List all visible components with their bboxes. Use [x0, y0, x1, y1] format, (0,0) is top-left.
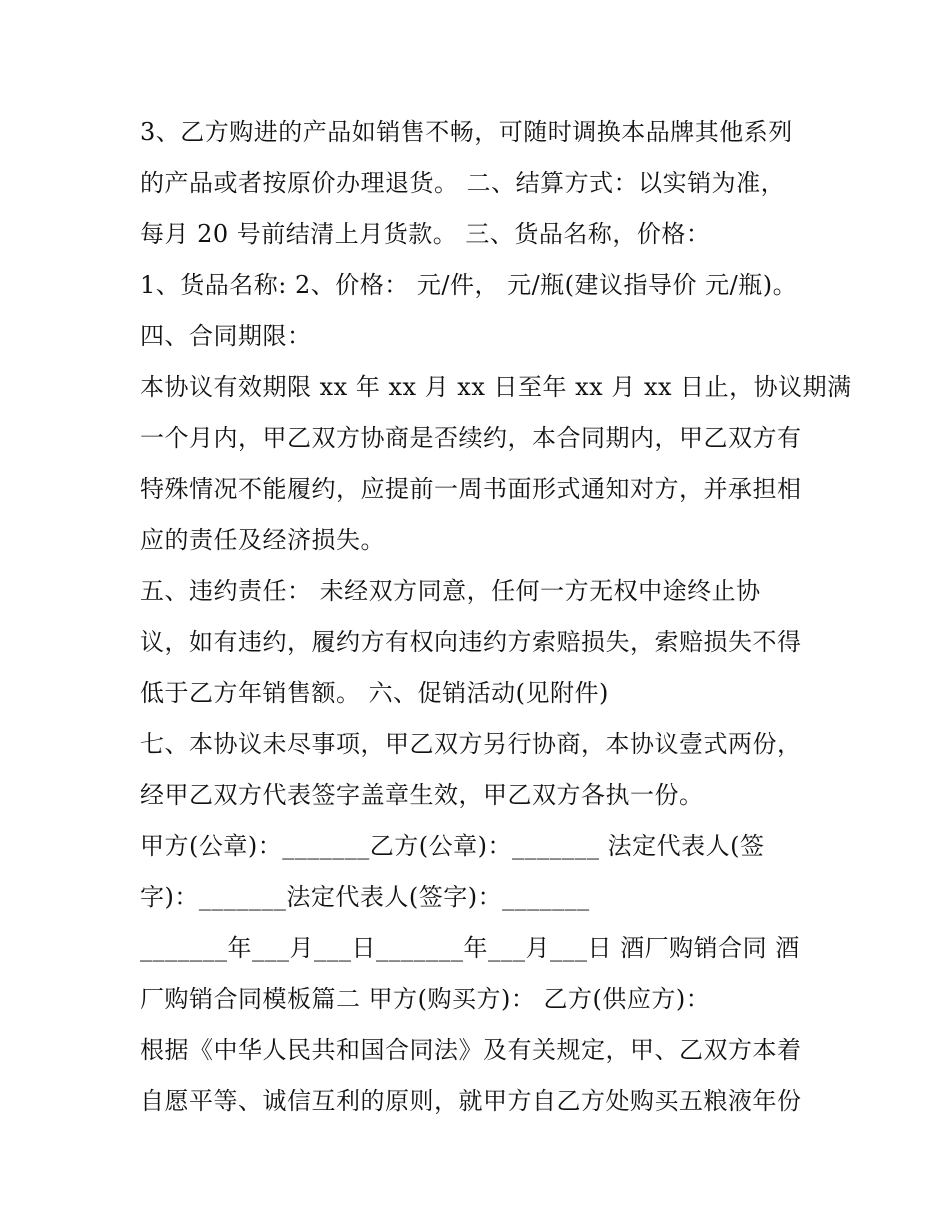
text-line: 甲方(公章)：_______乙方(公章)：_______ 法定代表人(签 — [140, 832, 765, 860]
text-line: 议，如有违约，履约方有权向违约方索赔损失，索赔损失不得 — [140, 628, 802, 656]
text-line: 七、本协议未尽事项，甲乙双方另行协商，本协议壹式两份， — [140, 730, 802, 758]
text-line: 厂购销合同模板篇二 甲方(购买方)： 乙方(供应方)： — [140, 985, 711, 1013]
text-line: 字)：_______法定代表人(签字)：_______ — [140, 883, 590, 911]
text-line: 1、货品名称: 2、价格： 元/件， 元/瓶(建议指导价 元/瓶)。 — [140, 271, 798, 299]
text-line: 一个月内，甲乙双方协商是否续约，本合同期内，甲乙双方有 — [140, 424, 802, 452]
text-line: 低于乙方年销售额。 六、促销活动(见附件) — [140, 679, 609, 707]
text-line: 五、违约责任： 未经双方同意，任何一方无权中途终止协 — [140, 577, 761, 605]
text-line: 特殊情况不能履约，应提前一周书面形式通知对方，并承担相 — [140, 475, 802, 503]
text-line: 自愿平等、诚信互利的原则，就甲方自乙方处购买五粮液年份 — [140, 1087, 802, 1115]
text-line: 每月 20 号前结清上月货款。 三、货品名称，价格： — [140, 220, 711, 248]
text-line: 经甲乙双方代表签字盖章生效，甲乙双方各执一份。 — [140, 781, 704, 809]
text-line: 3、乙方购进的产品如销售不畅，可随时调换本品牌其他系列 — [140, 118, 793, 146]
text-line: _______年___月___日_______年___月___日 酒厂购销合同 酒 — [140, 934, 800, 962]
text-line: 根据《中华人民共和国合同法》及有关规定，甲、乙双方本着 — [140, 1036, 802, 1064]
text-line: 应的责任及经济损失。 — [140, 526, 385, 554]
text-line: 四、合同期限： — [140, 322, 312, 350]
text-line: 的产品或者按原价办理退货。 二、结算方式：以实销为准， — [140, 169, 786, 197]
text-line: 本协议有效期限 xx 年 xx 月 xx 日至年 xx 月 xx 日止，协议期满 — [140, 373, 852, 401]
document-body — [140, 107, 852, 1127]
